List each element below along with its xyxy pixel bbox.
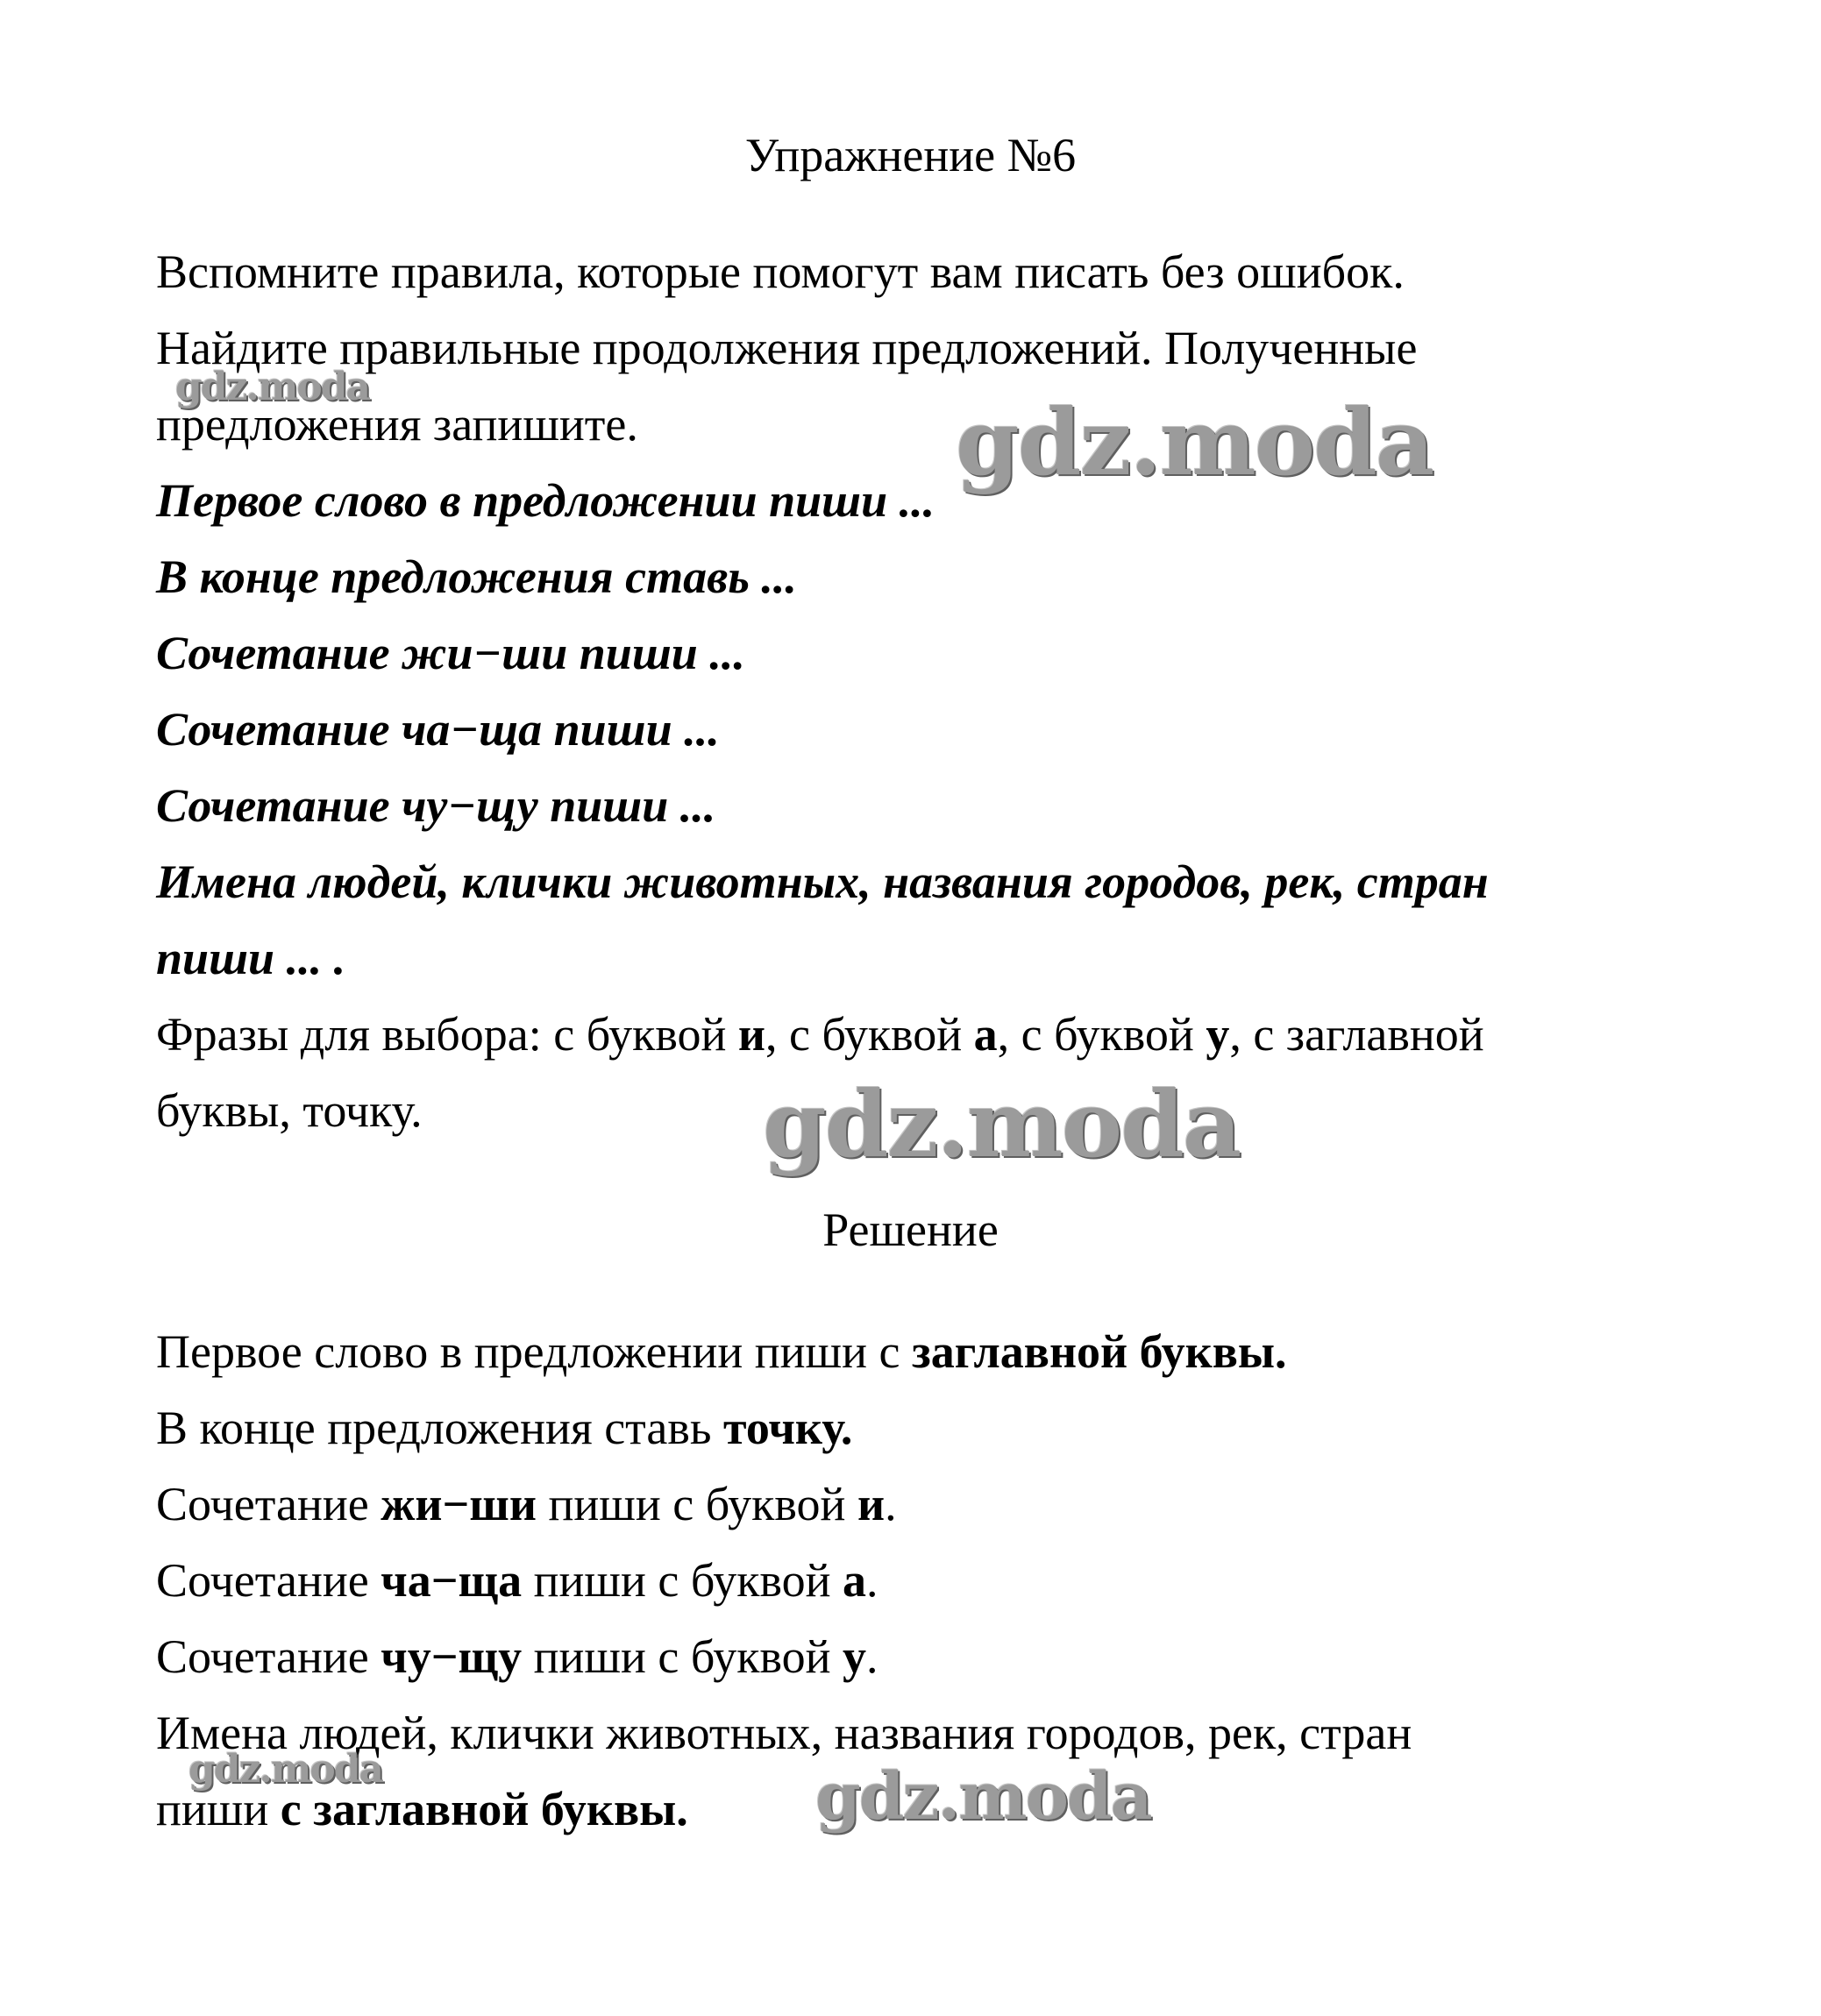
solution-line-5-letter: у xyxy=(843,1630,867,1683)
prompt-line-5: Сочетание чу−щу пиши ... xyxy=(156,779,716,832)
watermark-medium-bottom: gdz.moda xyxy=(815,1759,1151,1835)
solution-heading: Решение xyxy=(822,1203,999,1256)
solution-line-1 xyxy=(156,1323,1287,1381)
solution-line-3-mid: пиши с буквой xyxy=(537,1478,857,1530)
choice-letter-u: у xyxy=(1206,1008,1230,1061)
solution-line-7-answer: с заглавной буквы. xyxy=(280,1783,688,1835)
choices-line-2: буквы, точку. xyxy=(156,1084,423,1137)
solution-line-3-text: Сочетание xyxy=(156,1478,381,1530)
solution-line-3-letter: и xyxy=(857,1478,886,1530)
solution-line-2 xyxy=(156,1399,852,1457)
solution-line-5-text: Сочетание xyxy=(156,1630,381,1683)
prompt-line-2: В конце предложения ставь ... xyxy=(156,550,797,603)
prompt-line-6: Имена людей, клички животных, названия городов, рек, стран xyxy=(156,855,1489,908)
prompt-line-4: Сочетание ча−ща пиши ... xyxy=(156,703,720,756)
intro-line-3: предложения запишите. xyxy=(156,398,638,451)
solution-line-4 xyxy=(156,1551,878,1609)
solution-line-3-combo: жи−ши xyxy=(381,1478,537,1530)
solution-line-3-tail: . xyxy=(885,1478,897,1530)
solution-line-3 xyxy=(156,1475,897,1533)
solution-line-4-combo: ча−ща xyxy=(381,1554,523,1607)
solution-line-1-answer: заглавной буквы. xyxy=(912,1325,1287,1378)
choices-prefix: Фразы для выбора: с буквой xyxy=(156,1008,738,1061)
solution-line-5-mid: пиши с буквой xyxy=(522,1630,843,1683)
solution-line-2-text: В конце предложения ставь xyxy=(156,1402,724,1454)
solution-line-7-text: пиши xyxy=(156,1783,281,1835)
solution-line-4-text: Сочетание xyxy=(156,1554,381,1607)
watermark-large-middle: gdz.moda xyxy=(763,1070,1241,1178)
choices-sep-1: , с буквой xyxy=(765,1008,974,1061)
watermark-small-top: gdz.moda xyxy=(175,365,370,409)
solution-line-5-combo: чу−щу xyxy=(381,1630,523,1683)
prompt-line-3: Сочетание жи−ши пиши ... xyxy=(156,627,745,679)
watermark-large-top: gdz.moda xyxy=(956,388,1433,496)
solution-line-4-tail: . xyxy=(866,1554,878,1607)
solution-line-4-mid: пиши с буквой xyxy=(522,1554,843,1607)
solution-line-5 xyxy=(156,1628,878,1686)
prompt-line-7: пиши ... . xyxy=(156,932,346,984)
solution-line-4-letter: а xyxy=(843,1554,867,1607)
intro-line-1: Вспомните правила, которые помогут вам писать без ошибок. xyxy=(156,245,1405,298)
exercise-title: Упражнение №6 xyxy=(744,129,1077,181)
prompt-line-1: Первое слово в предложении пиши ... xyxy=(156,474,935,527)
choices-sep-2: , с буквой xyxy=(997,1008,1206,1061)
choices-suffix: , с заглавной xyxy=(1229,1008,1484,1061)
solution-line-2-answer: точку. xyxy=(723,1402,853,1454)
choice-letter-a: а xyxy=(973,1008,998,1061)
watermark-small-bottom: gdz.moda xyxy=(189,1747,383,1792)
solution-line-1-text: Первое слово в предложении пиши с xyxy=(156,1325,912,1378)
solution-line-6: Имена людей, клички животных, названия городов, рек, стран xyxy=(156,1707,1412,1759)
solution-line-5-tail: . xyxy=(866,1630,878,1683)
intro-line-2: Найдите правильные продолжения предложений. Полученные xyxy=(156,322,1418,374)
choice-letter-i: и xyxy=(737,1008,765,1061)
choices-line-1 xyxy=(156,1005,1484,1063)
